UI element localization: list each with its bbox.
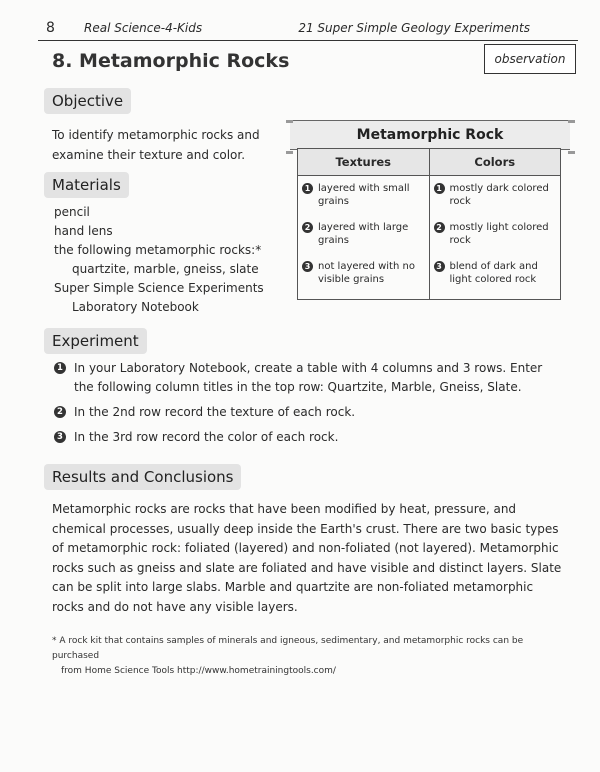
footnote-line: * A rock kit that contains samples of minerals and igneous, sedimentary, and metamorphic rocks can be purchased [52,636,524,661]
page-title: 8. Metamorphic Rocks [52,50,290,72]
number-3-icon: 3 [302,261,313,272]
materials-list [54,203,284,317]
footnote-line: from Home Science Tools http://www.hometrainingtools.com/ [61,666,336,676]
footnote [52,634,572,679]
texture-item: 3 not layered with no visible grains [302,260,425,286]
color-item: 3 blend of dark and light colored rock [434,260,557,286]
color-item: 2 mostly light colored rock [434,221,557,247]
objective-text: To identify metamorphic rocks and examine their texture and color. [52,128,260,162]
textures-column [298,176,430,300]
experiment-heading: Experiment [44,328,147,354]
number-1-icon: 1 [434,183,445,194]
experiment-step: 1 In your Laboratory Notebook, create a table with 4 columns and 3 rows. Enter the following column titles in the top row: Quartzite, Marble, Gneiss, Slate. [54,359,564,397]
book-subtitle: 21 Super Simple Geology Experiments [298,21,530,35]
material-item: Super Simple Science Experiments [54,281,264,295]
book-title: Real Science-4-Kids [84,21,203,35]
material-item: Laboratory Notebook [72,300,199,314]
number-1-icon: 1 [302,183,313,194]
experiment-step: 2 In the 2nd row record the texture of each rock. [54,403,564,422]
number-2-icon: 2 [302,222,313,233]
materials-heading: Materials [44,172,129,198]
color-item: 1 mostly dark colored rock [434,182,557,208]
experiment-step: 3 In the 3rd row record the color of each rock. [54,428,564,447]
material-item: the following metamorphic rocks:* [54,243,262,257]
material-item: quartzite, marble, gneiss, slate [72,262,259,276]
experiment-steps [54,359,564,453]
number-2-icon: 2 [54,406,66,418]
rock-table-title: Metamorphic Rock [290,120,570,150]
running-header [38,18,578,41]
number-3-icon: 3 [54,431,66,443]
colors-column [429,176,561,300]
number-1-icon: 1 [54,362,66,374]
observation-tag: observation [484,44,576,74]
material-item: hand lens [54,224,113,238]
results-text: Metamorphic rocks are rocks that have been modified by heat, pressure, and chemical processes, usually deep inside the Earth's crust. There are two basic types of metamorphic rock: foliated (layered) and non-foliated (not layered). Metamorphic rocks such as gneiss and slate are foliated and have visible and distinct layers. Slate can be split into large slabs. Marble and quartzite are non-foliated metamorphic rocks and do not have any visible layers. [52,502,562,614]
texture-item: 1 layered with small grains [302,182,425,208]
results-heading: Results and Conclusions [44,464,241,490]
colors-header: Colors [429,149,561,176]
texture-item: 2 layered with large grains [302,221,425,247]
rock-table [297,148,561,300]
number-2-icon: 2 [434,222,445,233]
number-3-icon: 3 [434,261,445,272]
page-number: 8 [46,20,55,36]
objective-heading: Objective [44,88,131,114]
material-item: pencil [54,205,90,219]
textures-header: Textures [298,149,430,176]
